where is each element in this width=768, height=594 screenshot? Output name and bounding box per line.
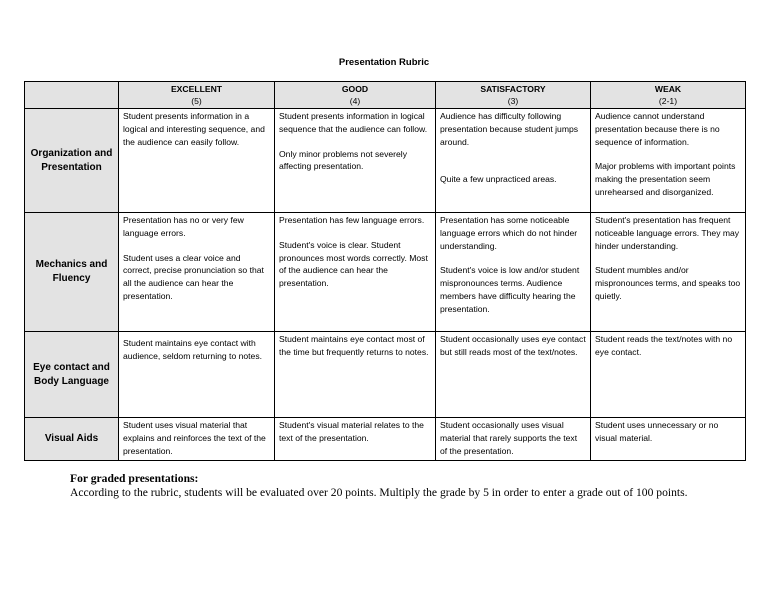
cell-text: Student occasionally uses visual material that rarely supports the text of the presentation.	[440, 420, 578, 456]
criterion-eye-contact: Eye contact and Body Language	[25, 332, 119, 418]
cell-mechanics-good	[275, 213, 436, 332]
points-label: (5)	[191, 96, 202, 107]
col-header-weak	[591, 82, 746, 109]
cell-text: Student uses visual material that explains and reinforces the text of the presentation.	[123, 420, 266, 456]
cell-text: Student maintains eye contact with audience, seldom returning to notes.	[123, 338, 263, 361]
level-label: SATISFACTORY	[480, 84, 546, 94]
grading-note	[70, 472, 750, 500]
cell-text: Student's presentation has frequent noticeable language errors. They may hinder understanding.	[595, 215, 740, 251]
cell-organization-weak	[591, 109, 746, 213]
cell-mechanics-excellent	[119, 213, 275, 332]
cell-mechanics-satisfactory	[436, 213, 591, 332]
cell-text: Student presents information in a logical and interesting sequence, and the audience can easily follow.	[123, 111, 265, 147]
corner-cell	[25, 82, 119, 109]
cell-text: Student's visual material relates to the text of the presentation.	[279, 420, 424, 443]
cell-organization-good	[275, 109, 436, 213]
cell-mechanics-weak	[591, 213, 746, 332]
cell-eye-contact-weak	[591, 332, 746, 418]
criterion-mechanics: Mechanics and Fluency	[25, 213, 119, 332]
level-label: WEAK	[654, 84, 682, 94]
cell-text: Student uses a clear voice and correct, precise pronunciation so that all the audience can hear the presentation.	[123, 252, 264, 301]
cell-eye-contact-good	[275, 332, 436, 418]
header-row	[25, 82, 746, 109]
cell-text: Audience has difficulty following presentation because student jumps around.	[440, 111, 579, 147]
cell-visual-aids-satisfactory	[436, 418, 591, 461]
cell-visual-aids-weak	[591, 418, 746, 461]
level-label: EXCELLENT	[170, 84, 223, 94]
cell-text: Quite a few unpracticed areas.	[440, 174, 557, 185]
col-header-good	[275, 82, 436, 109]
cell-text: Audience cannot understand presentation because there is no sequence of information.	[595, 111, 720, 147]
col-header-satisfactory	[436, 82, 591, 109]
grading-note-text: According to the rubric, students will be evaluated over 20 points. Multiply the grade by 5 in order to enter a grade out of 100 points.	[70, 486, 688, 499]
rubric-table	[24, 81, 746, 461]
cell-text: Only minor problems not severely affecting presentation.	[279, 148, 407, 172]
cell-text: Student maintains eye contact most of the time but frequently returns to notes.	[279, 334, 429, 357]
cell-eye-contact-satisfactory	[436, 332, 591, 418]
cell-text: Major problems with important points making the presentation seem unrehearsed and disorganized.	[595, 161, 736, 197]
cell-organization-satisfactory	[436, 109, 591, 213]
cell-visual-aids-excellent	[119, 418, 275, 461]
cell-text: Presentation has some noticeable language errors which do not hinder understanding.	[440, 215, 578, 251]
cell-text: Student presents information in logical sequence that the audience can follow.	[279, 111, 428, 134]
criterion-organization: Organization and Presentation	[25, 109, 119, 213]
cell-text: Student's voice is low and/or student mispronounces terms. Audience members have difficulty hearing the presentation.	[440, 265, 580, 314]
cell-text: Student uses unnecessary or no visual material.	[595, 420, 719, 443]
cell-visual-aids-good	[275, 418, 436, 461]
cell-text: Student's voice is clear. Student pronounces most words correctly. Most of the audience can hear the presentation.	[279, 239, 428, 289]
cell-text: Student reads the text/notes with no eye contact.	[595, 334, 733, 357]
table-row	[25, 213, 746, 332]
points-label: (4)	[349, 96, 361, 107]
table-row	[25, 109, 746, 213]
grading-note-heading: For graded presentations:	[70, 472, 199, 485]
points-label: (2-1)	[658, 96, 678, 107]
cell-text: Presentation has few language errors.	[279, 215, 425, 225]
table-row	[25, 332, 746, 418]
cell-text: Student occasionally uses eye contact but still reads most of the text/notes.	[440, 334, 586, 357]
cell-eye-contact-excellent	[119, 332, 275, 418]
criterion-visual-aids: Visual Aids	[25, 418, 119, 461]
level-label: GOOD	[341, 84, 369, 94]
points-label: (3)	[507, 96, 519, 107]
cell-text: Presentation has no or very few language errors.	[123, 215, 244, 238]
page-title: Presentation Rubric	[338, 57, 430, 68]
col-header-excellent	[119, 82, 275, 109]
table-row	[25, 418, 746, 461]
cell-organization-excellent	[119, 109, 275, 213]
cell-text: Student mumbles and/or mispronounces terms, and speaks too quietly.	[595, 265, 741, 301]
